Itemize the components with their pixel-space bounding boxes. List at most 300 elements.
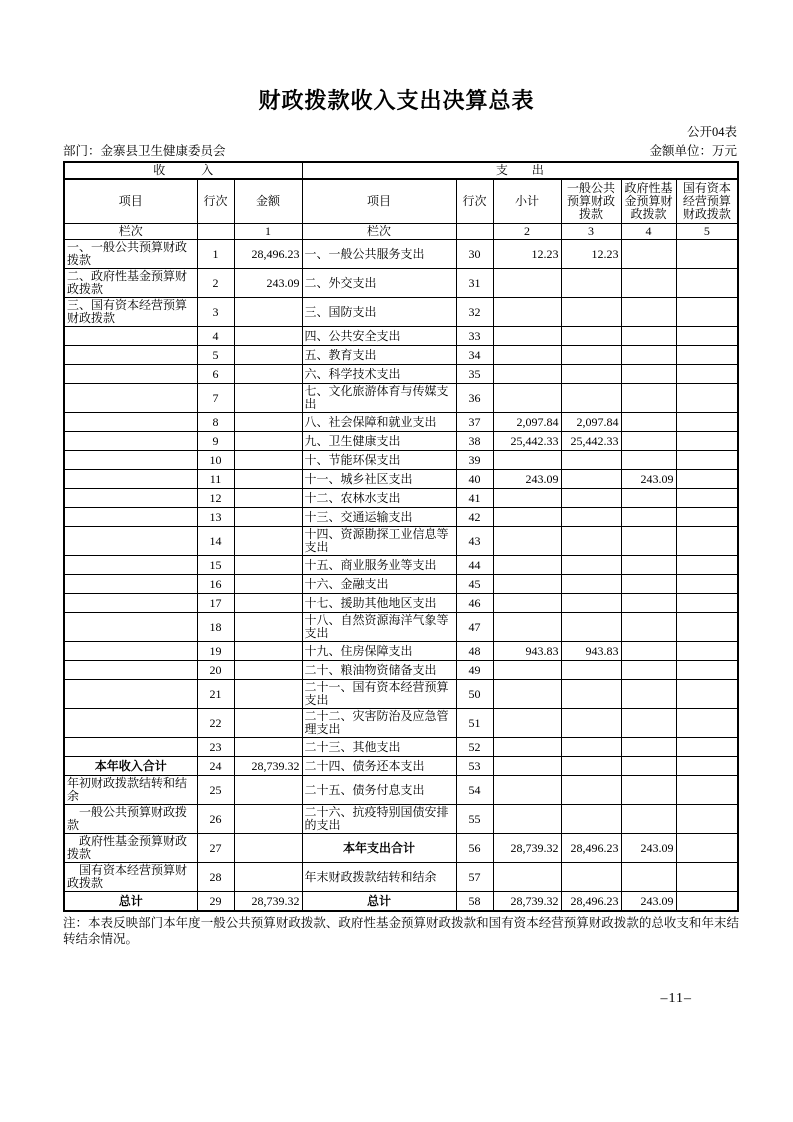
in-line-cell: 15 [197, 556, 234, 575]
ex-gov-fund-cell [621, 327, 676, 346]
col-header-general-budget: 一般公共预算财政拨款 [561, 179, 621, 224]
ex-item-cell: 一、一般公共服务支出 [302, 240, 456, 269]
lanci-col-3: 3 [561, 224, 621, 240]
ex-item-cell: 年末财政拨款结转和结余 [302, 863, 456, 892]
ex-gov-fund-cell [621, 805, 676, 834]
in-line-cell: 25 [197, 776, 234, 805]
ex-line-cell: 57 [456, 863, 493, 892]
income-group-header: 收 入 [64, 162, 302, 179]
ex-general-budget-cell [561, 346, 621, 365]
ex-state-capital-cell [676, 527, 738, 556]
in-line-cell: 2 [197, 269, 234, 298]
in-amount-cell [234, 613, 302, 642]
ex-general-budget-cell [561, 575, 621, 594]
fiscal-summary-table [63, 161, 739, 912]
ex-gov-fund-cell [621, 556, 676, 575]
ex-gov-fund-cell [621, 776, 676, 805]
in-item-cell: 二、政府性基金预算财政拨款 [64, 269, 197, 298]
in-amount-cell [234, 863, 302, 892]
ex-general-budget-cell [561, 489, 621, 508]
column-header-row [64, 179, 738, 224]
in-line-cell: 26 [197, 805, 234, 834]
table-row [64, 451, 738, 470]
table-body [64, 240, 738, 912]
table-row [64, 863, 738, 892]
col-header-expense-item: 项目 [302, 179, 456, 224]
in-item-cell [64, 365, 197, 384]
in-item-cell: 政府性基金预算财政拨款 [64, 834, 197, 863]
in-line-cell: 7 [197, 384, 234, 413]
table-row [64, 757, 738, 776]
ex-subtotal-cell [493, 709, 561, 738]
table-row [64, 642, 738, 661]
ex-line-cell: 33 [456, 327, 493, 346]
in-line-cell: 5 [197, 346, 234, 365]
ex-general-budget-cell [561, 757, 621, 776]
in-item-cell [64, 384, 197, 413]
ex-general-budget-cell: 2,097.84 [561, 413, 621, 432]
table-row [64, 298, 738, 327]
ex-gov-fund-cell: 243.09 [621, 834, 676, 863]
ex-general-budget-cell [561, 384, 621, 413]
in-amount-cell [234, 709, 302, 738]
in-item-cell [64, 575, 197, 594]
ex-subtotal-cell [493, 661, 561, 680]
ex-gov-fund-cell [621, 365, 676, 384]
in-amount-cell [234, 451, 302, 470]
lanci-col-5: 5 [676, 224, 738, 240]
in-amount-cell [234, 327, 302, 346]
ex-subtotal-cell: 243.09 [493, 470, 561, 489]
ex-line-cell: 58 [456, 892, 493, 912]
ex-subtotal-cell: 28,739.32 [493, 892, 561, 912]
in-item-cell [64, 738, 197, 757]
in-item-cell: 本年收入合计 [64, 757, 197, 776]
ex-general-budget-cell [561, 805, 621, 834]
table-row [64, 346, 738, 365]
ex-subtotal-cell [493, 527, 561, 556]
in-line-cell: 14 [197, 527, 234, 556]
lanci-blank [456, 224, 493, 240]
ex-item-cell: 四、公共安全支出 [302, 327, 456, 346]
ex-state-capital-cell [676, 346, 738, 365]
ex-state-capital-cell [676, 863, 738, 892]
ex-state-capital-cell [676, 470, 738, 489]
ex-general-budget-cell [561, 680, 621, 709]
ex-state-capital-cell [676, 805, 738, 834]
in-item-cell: 三、国有资本经营预算财政拨款 [64, 298, 197, 327]
ex-line-cell: 54 [456, 776, 493, 805]
page-number: –11– [660, 991, 692, 1006]
in-line-cell: 8 [197, 413, 234, 432]
ex-line-cell: 39 [456, 451, 493, 470]
ex-item-cell: 二十六、抗疫特别国债安排的支出 [302, 805, 456, 834]
ex-line-cell: 30 [456, 240, 493, 269]
ex-gov-fund-cell [621, 298, 676, 327]
ex-gov-fund-cell [621, 269, 676, 298]
ex-item-cell: 十四、资源勘探工业信息等支出 [302, 527, 456, 556]
in-line-cell: 24 [197, 757, 234, 776]
ex-item-cell: 五、教育支出 [302, 346, 456, 365]
in-line-cell: 16 [197, 575, 234, 594]
ex-general-budget-cell [561, 508, 621, 527]
table-code-label: 公开04表 [686, 125, 737, 139]
in-line-cell: 13 [197, 508, 234, 527]
table-row [64, 834, 738, 863]
col-header-income-amount: 金额 [234, 179, 302, 224]
table-row [64, 892, 738, 912]
ex-line-cell: 31 [456, 269, 493, 298]
in-line-cell: 19 [197, 642, 234, 661]
col-header-subtotal: 小计 [493, 179, 561, 224]
ex-line-cell: 51 [456, 709, 493, 738]
ex-state-capital-cell [676, 327, 738, 346]
lanci-col-2: 2 [493, 224, 561, 240]
in-item-cell [64, 709, 197, 738]
group-header-row [64, 162, 738, 179]
in-item-cell [64, 680, 197, 709]
col-header-expense-line: 行次 [456, 179, 493, 224]
table-row [64, 327, 738, 346]
in-amount-cell [234, 413, 302, 432]
table-row [64, 805, 738, 834]
ex-gov-fund-cell [621, 432, 676, 451]
in-line-cell: 4 [197, 327, 234, 346]
in-line-cell: 28 [197, 863, 234, 892]
ex-subtotal-cell: 28,739.32 [493, 834, 561, 863]
ex-state-capital-cell [676, 738, 738, 757]
ex-item-cell: 二十、粮油物资储备支出 [302, 661, 456, 680]
in-line-cell: 23 [197, 738, 234, 757]
ex-gov-fund-cell: 243.09 [621, 470, 676, 489]
ex-general-budget-cell [561, 556, 621, 575]
ex-subtotal-cell [493, 863, 561, 892]
ex-subtotal-cell [493, 556, 561, 575]
ex-line-cell: 37 [456, 413, 493, 432]
in-amount-cell [234, 805, 302, 834]
in-amount-cell: 28,739.32 [234, 757, 302, 776]
ex-gov-fund-cell [621, 240, 676, 269]
ex-item-cell: 二十一、国有资本经营预算支出 [302, 680, 456, 709]
ex-state-capital-cell [676, 298, 738, 327]
table-row [64, 365, 738, 384]
in-line-cell: 21 [197, 680, 234, 709]
in-amount-cell: 28,739.32 [234, 892, 302, 912]
ex-gov-fund-cell [621, 508, 676, 527]
table-row [64, 680, 738, 709]
ex-item-cell: 十六、金融支出 [302, 575, 456, 594]
ex-general-budget-cell [561, 613, 621, 642]
ex-item-cell: 十八、自然资源海洋气象等支出 [302, 613, 456, 642]
ex-line-cell: 46 [456, 594, 493, 613]
ex-line-cell: 38 [456, 432, 493, 451]
ex-gov-fund-cell [621, 594, 676, 613]
ex-gov-fund-cell [621, 346, 676, 365]
lanci-col-4: 4 [621, 224, 676, 240]
ex-line-cell: 50 [456, 680, 493, 709]
in-line-cell: 18 [197, 613, 234, 642]
ex-subtotal-cell: 25,442.33 [493, 432, 561, 451]
in-line-cell: 20 [197, 661, 234, 680]
ex-line-cell: 52 [456, 738, 493, 757]
ex-item-cell: 十、节能环保支出 [302, 451, 456, 470]
in-item-cell: 总计 [64, 892, 197, 912]
ex-general-budget-cell [561, 365, 621, 384]
ex-subtotal-cell [493, 757, 561, 776]
ex-item-cell: 本年支出合计 [302, 834, 456, 863]
ex-state-capital-cell [676, 384, 738, 413]
ex-line-cell: 55 [456, 805, 493, 834]
in-item-cell [64, 413, 197, 432]
ex-item-cell: 八、社会保障和就业支出 [302, 413, 456, 432]
ex-general-budget-cell [561, 709, 621, 738]
ex-line-cell: 45 [456, 575, 493, 594]
table-row [64, 776, 738, 805]
ex-gov-fund-cell [621, 661, 676, 680]
ex-general-budget-cell: 25,442.33 [561, 432, 621, 451]
in-line-cell: 27 [197, 834, 234, 863]
ex-state-capital-cell [676, 413, 738, 432]
ex-state-capital-cell [676, 556, 738, 575]
ex-general-budget-cell [561, 661, 621, 680]
ex-state-capital-cell [676, 575, 738, 594]
ex-line-cell: 56 [456, 834, 493, 863]
in-amount-cell [234, 384, 302, 413]
in-item-cell [64, 642, 197, 661]
in-amount-cell [234, 834, 302, 863]
ex-item-cell: 十七、援助其他地区支出 [302, 594, 456, 613]
col-header-income-line: 行次 [197, 179, 234, 224]
ex-line-cell: 48 [456, 642, 493, 661]
ex-item-cell: 总计 [302, 892, 456, 912]
department-label: 部门：金寨县卫生健康委员会 [63, 144, 226, 158]
in-line-cell: 1 [197, 240, 234, 269]
ex-line-cell: 36 [456, 384, 493, 413]
ex-gov-fund-cell [621, 757, 676, 776]
ex-subtotal-cell [493, 776, 561, 805]
column-number-row [64, 224, 738, 240]
table-row [64, 594, 738, 613]
ex-line-cell: 42 [456, 508, 493, 527]
ex-general-budget-cell [561, 776, 621, 805]
ex-state-capital-cell [676, 365, 738, 384]
ex-general-budget-cell [561, 298, 621, 327]
ex-general-budget-cell: 943.83 [561, 642, 621, 661]
ex-item-cell: 二十五、债务付息支出 [302, 776, 456, 805]
ex-general-budget-cell [561, 269, 621, 298]
in-line-cell: 17 [197, 594, 234, 613]
in-amount-cell [234, 594, 302, 613]
ex-general-budget-cell [561, 594, 621, 613]
table-row [64, 661, 738, 680]
ex-general-budget-cell: 28,496.23 [561, 834, 621, 863]
lanci-blank [197, 224, 234, 240]
table-row [64, 575, 738, 594]
in-item-cell [64, 594, 197, 613]
in-item-cell [64, 508, 197, 527]
ex-gov-fund-cell [621, 613, 676, 642]
table-row [64, 738, 738, 757]
ex-gov-fund-cell [621, 863, 676, 892]
ex-gov-fund-cell [621, 642, 676, 661]
meta-row [63, 141, 737, 159]
in-amount-cell [234, 738, 302, 757]
in-item-cell [64, 327, 197, 346]
ex-gov-fund-cell [621, 489, 676, 508]
in-item-cell: 年初财政拨款结转和结余 [64, 776, 197, 805]
in-line-cell: 6 [197, 365, 234, 384]
ex-subtotal-cell [493, 365, 561, 384]
ex-line-cell: 35 [456, 365, 493, 384]
ex-item-cell: 十九、住房保障支出 [302, 642, 456, 661]
in-amount-cell [234, 680, 302, 709]
col-header-gov-fund: 政府性基金预算财政拨款 [621, 179, 676, 224]
ex-state-capital-cell [676, 642, 738, 661]
ex-item-cell: 二十三、其他支出 [302, 738, 456, 757]
ex-state-capital-cell [676, 508, 738, 527]
ex-state-capital-cell [676, 613, 738, 642]
ex-gov-fund-cell: 243.09 [621, 892, 676, 912]
in-amount-cell [234, 776, 302, 805]
ex-item-cell: 二十四、债务还本支出 [302, 757, 456, 776]
ex-line-cell: 41 [456, 489, 493, 508]
ex-subtotal-cell [493, 738, 561, 757]
table-row [64, 432, 738, 451]
ex-general-budget-cell [561, 738, 621, 757]
ex-gov-fund-cell [621, 575, 676, 594]
ex-line-cell: 53 [456, 757, 493, 776]
in-line-cell: 10 [197, 451, 234, 470]
ex-item-cell: 十五、商业服务业等支出 [302, 556, 456, 575]
ex-line-cell: 34 [456, 346, 493, 365]
ex-subtotal-cell: 12.23 [493, 240, 561, 269]
ex-general-budget-cell [561, 527, 621, 556]
ex-state-capital-cell [676, 757, 738, 776]
table-row [64, 489, 738, 508]
table-row [64, 413, 738, 432]
ex-line-cell: 44 [456, 556, 493, 575]
ex-state-capital-cell [676, 240, 738, 269]
ex-item-cell: 十二、农林水支出 [302, 489, 456, 508]
in-amount-cell [234, 489, 302, 508]
lanci-label: 栏次 [302, 224, 456, 240]
ex-state-capital-cell [676, 680, 738, 709]
ex-state-capital-cell [676, 432, 738, 451]
in-item-cell: 一般公共预算财政拨款 [64, 805, 197, 834]
in-item-cell [64, 613, 197, 642]
ex-state-capital-cell [676, 269, 738, 298]
ex-state-capital-cell [676, 892, 738, 912]
ex-subtotal-cell [493, 327, 561, 346]
in-item-cell [64, 527, 197, 556]
ex-gov-fund-cell [621, 527, 676, 556]
ex-item-cell: 十三、交通运输支出 [302, 508, 456, 527]
in-item-cell [64, 432, 197, 451]
in-line-cell: 11 [197, 470, 234, 489]
ex-line-cell: 40 [456, 470, 493, 489]
table-row [64, 240, 738, 269]
ex-state-capital-cell [676, 776, 738, 805]
ex-gov-fund-cell [621, 680, 676, 709]
in-line-cell: 9 [197, 432, 234, 451]
table-row [64, 384, 738, 413]
ex-line-cell: 43 [456, 527, 493, 556]
in-amount-cell [234, 575, 302, 594]
ex-general-budget-cell: 12.23 [561, 240, 621, 269]
in-item-cell [64, 489, 197, 508]
ex-subtotal-cell [493, 346, 561, 365]
in-amount-cell [234, 298, 302, 327]
in-line-cell: 3 [197, 298, 234, 327]
ex-subtotal-cell [493, 451, 561, 470]
ex-item-cell: 二十二、灾害防治及应急管理支出 [302, 709, 456, 738]
ex-state-capital-cell [676, 709, 738, 738]
page-title: 财政拨款收入支出决算总表 [258, 88, 535, 113]
in-amount-cell [234, 508, 302, 527]
ex-gov-fund-cell [621, 384, 676, 413]
table-row [64, 556, 738, 575]
in-line-cell: 29 [197, 892, 234, 912]
ex-state-capital-cell [676, 834, 738, 863]
ex-gov-fund-cell [621, 413, 676, 432]
in-item-cell [64, 346, 197, 365]
col-header-income-item: 项目 [64, 179, 197, 224]
ex-item-cell: 十一、城乡社区支出 [302, 470, 456, 489]
table-row [64, 527, 738, 556]
in-item-cell [64, 661, 197, 680]
ex-subtotal-cell [493, 575, 561, 594]
ex-general-budget-cell [561, 863, 621, 892]
in-item-cell: 一、一般公共预算财政拨款 [64, 240, 197, 269]
expense-group-header: 支 出 [302, 162, 738, 179]
ex-gov-fund-cell [621, 709, 676, 738]
in-amount-cell [234, 527, 302, 556]
in-line-cell: 12 [197, 489, 234, 508]
table-row [64, 613, 738, 642]
ex-gov-fund-cell [621, 451, 676, 470]
unit-label: 金额单位：万元 [649, 144, 737, 158]
ex-state-capital-cell [676, 594, 738, 613]
in-amount-cell: 28,496.23 [234, 240, 302, 269]
ex-subtotal-cell [493, 805, 561, 834]
in-amount-cell [234, 556, 302, 575]
table-row [64, 709, 738, 738]
ex-subtotal-cell [493, 680, 561, 709]
in-item-cell [64, 451, 197, 470]
ex-general-budget-cell [561, 327, 621, 346]
ex-item-cell: 七、文化旅游体育与传媒支出 [302, 384, 456, 413]
in-amount-cell [234, 346, 302, 365]
in-amount-cell [234, 432, 302, 451]
ex-state-capital-cell [676, 489, 738, 508]
ex-item-cell: 三、国防支出 [302, 298, 456, 327]
ex-subtotal-cell [493, 384, 561, 413]
ex-subtotal-cell [493, 508, 561, 527]
ex-item-cell: 九、卫生健康支出 [302, 432, 456, 451]
in-amount-cell: 243.09 [234, 269, 302, 298]
ex-item-cell: 二、外交支出 [302, 269, 456, 298]
col-header-state-capital: 国有资本经营预算财政拨款 [676, 179, 738, 224]
lanci-label: 栏次 [64, 224, 197, 240]
ex-subtotal-cell [493, 613, 561, 642]
table-row [64, 508, 738, 527]
in-amount-cell [234, 470, 302, 489]
ex-subtotal-cell [493, 269, 561, 298]
in-item-cell [64, 470, 197, 489]
in-item-cell [64, 556, 197, 575]
ex-subtotal-cell [493, 298, 561, 327]
ex-subtotal-cell [493, 489, 561, 508]
